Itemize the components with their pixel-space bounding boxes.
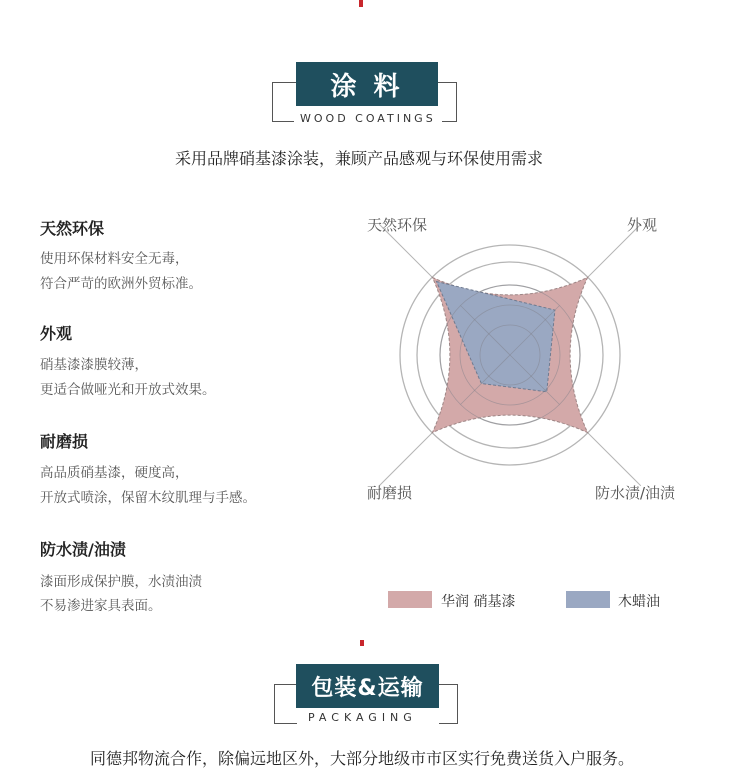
legend-swatch-nitro-lacquer bbox=[388, 591, 432, 608]
legend-label-nitro-lacquer: 华润 硝基漆 bbox=[441, 594, 516, 610]
feature-text-waterproof-2: 不易渗进家具表面。 bbox=[40, 598, 162, 614]
feature-text-eco-1: 使用环保材料安全无毒， bbox=[40, 251, 189, 267]
feature-text-appearance-2: 更适合做哑光和开放式效果。 bbox=[40, 382, 216, 398]
feature-text-appearance-1: 硝基漆漆膜较薄， bbox=[40, 357, 148, 373]
feature-text-waterproof-1: 漆面形成保护膜，水渍油渍 bbox=[40, 574, 202, 590]
section-tagline-coatings: 采用品牌硝基漆涂装，兼顾产品感观与环保使用需求 bbox=[175, 149, 544, 168]
radar-axis-label-eco: 天然环保 bbox=[367, 216, 428, 234]
section-title-coatings: 涂 料 bbox=[296, 62, 438, 106]
radar-chart bbox=[355, 200, 715, 520]
section-subtitle-packaging: PACKAGING bbox=[302, 711, 423, 724]
feature-title-waterproof: 防水渍/油渍 bbox=[40, 540, 126, 559]
feature-text-wear-2: 开放式喷涂，保留木纹肌理与手感。 bbox=[40, 490, 256, 506]
section-subtitle-coatings: WOOD COATINGS bbox=[294, 112, 442, 125]
section-title-packaging: 包装&运输 bbox=[296, 664, 439, 708]
section-tagline-packaging: 同德邦物流合作，除偏远地区外，大部分地级市市区实行免费送货入户服务。 bbox=[90, 749, 635, 768]
feature-title-wear: 耐磨损 bbox=[40, 432, 89, 451]
feature-title-appearance: 外观 bbox=[40, 324, 73, 343]
legend-label-wood-wax-oil: 木蜡油 bbox=[618, 594, 660, 610]
feature-text-wear-1: 高品质硝基漆，硬度高， bbox=[40, 465, 189, 481]
packaging-bracket-left bbox=[274, 684, 297, 724]
feature-text-eco-2: 符合严苛的欧洲外贸标准。 bbox=[40, 276, 202, 292]
red-mark-top bbox=[359, 0, 363, 7]
red-mark-middle bbox=[360, 640, 364, 646]
feature-title-eco: 天然环保 bbox=[40, 219, 105, 238]
radar-axis-label-wear: 耐磨损 bbox=[367, 484, 413, 502]
packaging-bracket-right bbox=[439, 684, 458, 724]
radar-axis-label-waterproof: 防水渍/油渍 bbox=[595, 484, 676, 502]
legend-swatch-wood-wax-oil bbox=[566, 591, 610, 608]
radar-axis-label-appearance: 外观 bbox=[627, 216, 658, 234]
